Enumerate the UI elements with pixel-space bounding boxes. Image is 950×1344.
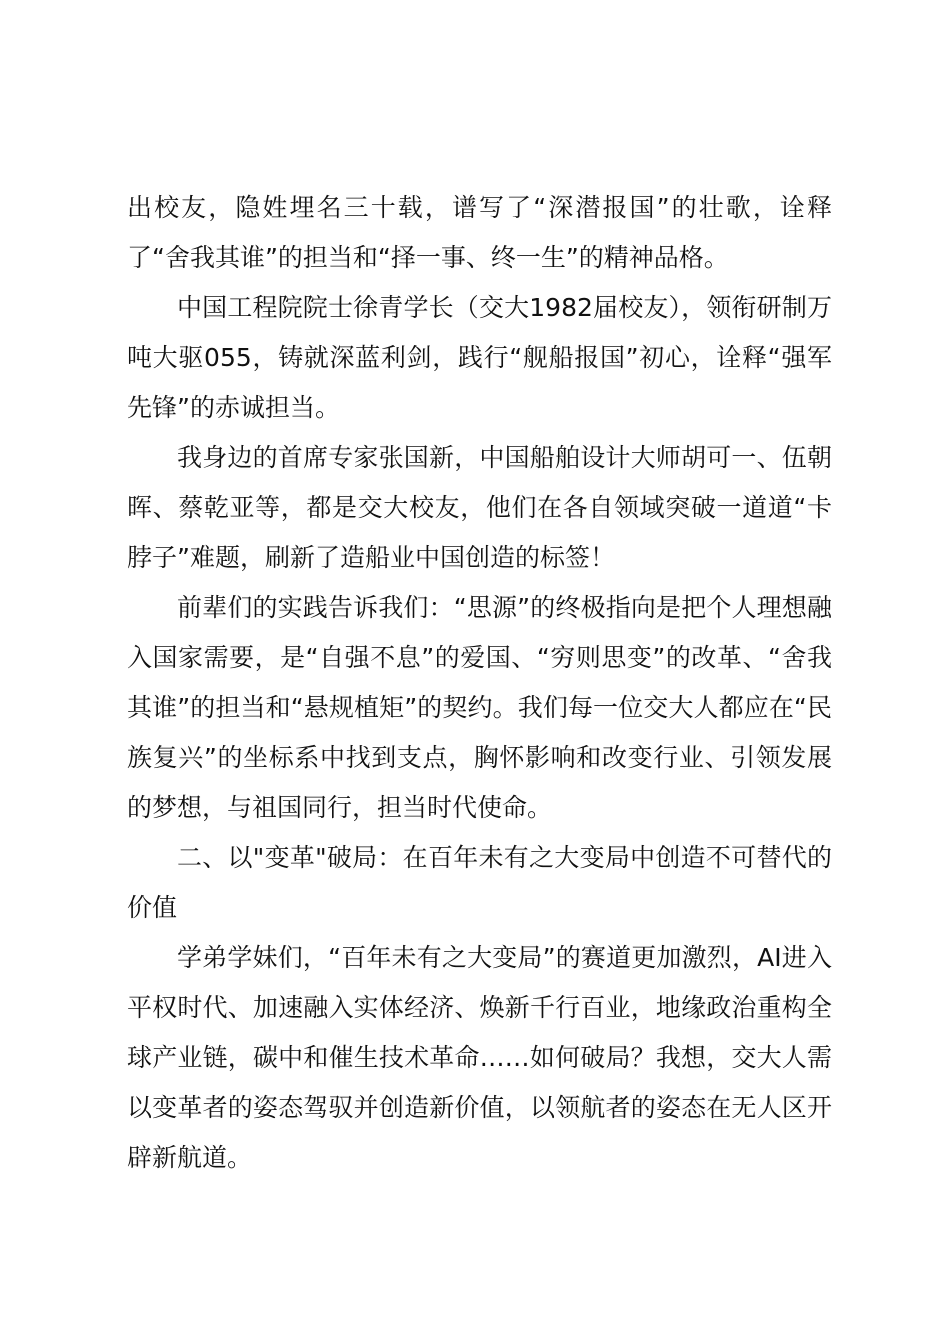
paragraph-chief-experts: 我身边的首席专家张国新，中国船舶设计大师胡可一、伍朝晖、蔡乾亚等，都是交大校友，他们在各自领域突破一道道“卡脖子”难题，刷新了造船业中国创造的标签！ <box>127 443 832 572</box>
paragraph-xu-qing: 中国工程院院士徐青学长（交大1982届校友），领衔研制万吨大驱055，铸就深蓝利剑，践行“舰船报国”初心，诠释“强军先锋”的赤诚担当。 <box>127 293 832 422</box>
document-body <box>127 183 832 1183</box>
paragraph-great-change: 学弟学妹们，“百年未有之大变局”的赛道更加激烈，AI进入平权时代、加速融入实体经济、焕新千行百业，地缘政治重构全球产业链，碳中和催生技术革命……如何破局？我想，交大人需以变革者的姿态驾驭并创造新价值，以领航者的姿态在无人区开辟新航道。 <box>127 943 832 1172</box>
section-heading-reform: 二、以"变革"破局：在百年未有之大变局中创造不可替代的价值 <box>127 843 832 922</box>
paragraph-alumni-submarine: 出校友，隐姓埋名三十载，谱写了“深潜报国”的壮歌，诠释了“舍我其谁”的担当和“择一事、终一生”的精神品格。 <box>127 193 832 272</box>
paragraph-predecessors-practice: 前辈们的实践告诉我们：“思源”的终极指向是把个人理想融入国家需要，是“自强不息”的爱国、“穷则思变”的改革、“舍我其谁”的担当和“悬规植矩”的契约。我们每一位交大人都应在“民族复兴”的坐标系中找到支点，胸怀影响和改变行业、引领发展的梦想，与祖国同行，担当时代使命。 <box>127 593 832 822</box>
